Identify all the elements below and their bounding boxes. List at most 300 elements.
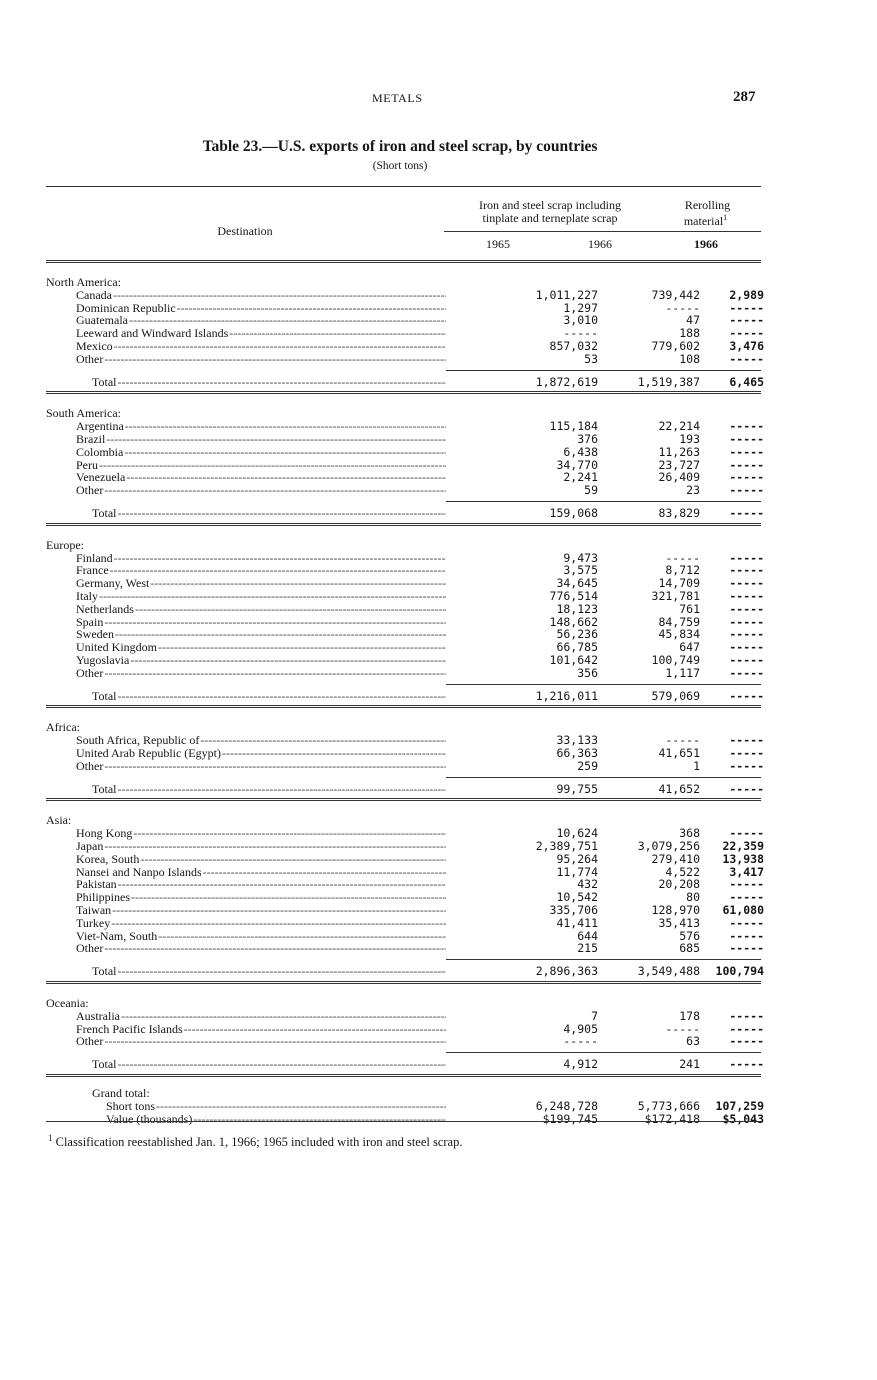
table-row <box>46 589 764 603</box>
value-rerolling-1966: ----- <box>729 419 764 434</box>
row-label-text: Other <box>76 1035 104 1049</box>
value-rerolling-1966: ----- <box>729 351 764 366</box>
leader-dots <box>118 878 446 891</box>
value-rerolling-1966: ----- <box>729 576 764 591</box>
leader-dots <box>121 1010 446 1023</box>
value-rerolling-1966: ----- <box>729 746 764 760</box>
total-row <box>46 374 764 389</box>
row-label-text: France <box>76 564 109 578</box>
value-rerolling-1966: ----- <box>729 1057 764 1072</box>
table-subtitle: (Short tons) <box>372 160 428 172</box>
value-1966: 22,214 <box>658 419 700 434</box>
table-row <box>46 653 764 667</box>
table-row <box>46 313 764 328</box>
subtotal-rule <box>446 501 761 502</box>
value-1965: 776,514 <box>549 589 598 603</box>
leader-dots <box>113 289 446 302</box>
value-1966: 41,652 <box>658 781 700 796</box>
value-rerolling-1966: 100,794 <box>715 964 764 979</box>
value-1966: 739,442 <box>651 287 700 302</box>
row-label <box>76 471 446 484</box>
table-row <box>46 1111 764 1126</box>
table-row <box>46 444 764 459</box>
table-row <box>46 665 764 680</box>
value-1966: 241 <box>679 1057 700 1072</box>
leader-dots <box>133 827 446 840</box>
row-label <box>76 734 446 747</box>
table-row <box>46 1008 764 1023</box>
row-label <box>92 376 446 389</box>
row-label <box>76 891 446 904</box>
value-rerolling-1966: 6,465 <box>729 374 764 389</box>
leader-dots <box>156 1100 446 1113</box>
leader-dots <box>222 747 446 760</box>
row-label <box>76 628 446 641</box>
row-label <box>76 840 446 853</box>
row-label <box>92 507 446 520</box>
row-label-text: Brazil <box>76 433 106 446</box>
value-1966: $172,418 <box>644 1111 700 1126</box>
year-1966-header: 1966 <box>588 237 612 251</box>
value-1966: 63 <box>686 1034 700 1049</box>
region-row <box>46 407 761 420</box>
value-1966: 685 <box>679 941 700 956</box>
value-rerolling-1966: ----- <box>729 1021 764 1036</box>
row-label-text: Hong Kong <box>76 827 133 841</box>
leader-dots <box>118 1058 447 1071</box>
row-label-text: Korea, South <box>76 852 140 866</box>
value-rerolling-1966: ----- <box>729 781 764 796</box>
row-label <box>46 721 446 734</box>
year-1966-rerolling-header: 1966 <box>694 237 718 251</box>
row-label-text: Total <box>92 965 117 979</box>
row-label-text: Europe: <box>46 538 84 552</box>
table-row <box>46 627 764 642</box>
table-title: Table 23.—U.S. exports of iron and steel scrap, by countries <box>202 138 598 155</box>
value-1965: 115,184 <box>549 419 598 434</box>
value-1966: 1 <box>693 758 700 773</box>
value-1966: 761 <box>679 601 700 616</box>
value-1966: 1,519,387 <box>637 374 700 389</box>
row-label <box>76 641 446 654</box>
row-label <box>76 577 446 590</box>
row-label <box>76 1010 446 1023</box>
leader-dots <box>110 564 446 577</box>
row-label <box>76 942 446 955</box>
row-label-text: Total <box>92 375 117 389</box>
value-rerolling-1966: ----- <box>729 665 764 680</box>
destination-header: Destination <box>217 224 273 238</box>
value-rerolling-1966: ----- <box>729 758 764 773</box>
value-1966: 178 <box>679 1008 700 1023</box>
row-label <box>46 407 446 420</box>
row-label <box>92 1087 446 1100</box>
table-row <box>46 1034 764 1049</box>
value-1966: 26,409 <box>658 470 700 485</box>
table-row <box>46 563 764 578</box>
row-label-text: Guatemala <box>76 314 128 328</box>
leader-dots <box>114 552 446 565</box>
value-1966: 14,709 <box>658 576 700 591</box>
value-rerolling-1966: ----- <box>729 640 764 655</box>
value-rerolling-1966: 107,259 <box>715 1098 764 1113</box>
value-1965: 148,662 <box>549 614 598 629</box>
value-1965: 2,896,363 <box>535 964 598 979</box>
value-1965: 95,264 <box>556 851 598 866</box>
table-row <box>46 470 764 485</box>
value-rerolling-1966: 3,476 <box>729 339 764 353</box>
value-1966: 41,651 <box>658 746 700 760</box>
leader-dots <box>114 340 446 353</box>
region-row <box>46 814 761 827</box>
row-label-text: Other <box>76 666 104 680</box>
row-label <box>92 690 446 703</box>
value-1966: 45,834 <box>658 627 700 642</box>
leader-dots <box>104 840 446 853</box>
total-row <box>46 781 764 796</box>
leader-dots <box>131 891 446 904</box>
value-1965: 376 <box>577 432 598 446</box>
footnote-mark: 1 <box>48 1133 53 1143</box>
year-1965-header: 1965 <box>486 237 510 251</box>
value-1966: 368 <box>679 826 700 841</box>
rerolling-header-line2: material$^1$ <box>683 213 728 228</box>
leader-dots <box>104 942 446 955</box>
row-label <box>92 783 446 796</box>
row-label <box>106 1100 446 1113</box>
value-1965: 215 <box>577 941 598 956</box>
value-1965: 3,575 <box>563 563 598 578</box>
row-label-text: Total <box>92 1058 117 1072</box>
row-label-text: North America: <box>46 276 121 289</box>
value-rerolling-1966: 22,359 <box>722 839 764 853</box>
footnote <box>48 1133 462 1150</box>
row-label-text: Asia: <box>46 814 72 828</box>
value-1965: 33,133 <box>556 733 598 748</box>
row-label <box>76 760 446 773</box>
leader-dots <box>200 734 446 747</box>
total-row <box>46 506 764 520</box>
value-1965: 66,363 <box>556 746 598 760</box>
leader-dots <box>130 654 446 667</box>
leader-dots <box>118 690 447 703</box>
value-1966: ----- <box>665 300 700 315</box>
leader-dots <box>99 590 446 603</box>
value-rerolling-1966: ----- <box>729 614 764 629</box>
value-1965: 159,068 <box>549 506 598 520</box>
leader-dots <box>125 420 446 433</box>
value-1966: 4,522 <box>665 864 700 879</box>
value-1965: 18,123 <box>556 601 598 616</box>
leader-dots <box>104 484 446 497</box>
row-label-text: Leeward and Windward Islands <box>76 327 229 341</box>
value-1965: 4,905 <box>563 1021 598 1036</box>
row-label <box>76 917 446 930</box>
value-1965: 41,411 <box>556 915 598 930</box>
row-label <box>76 930 446 943</box>
value-1965: 6,248,728 <box>535 1098 598 1113</box>
table-row <box>46 614 764 629</box>
value-1965: 644 <box>577 928 598 943</box>
leader-dots <box>104 667 446 680</box>
table-row <box>46 1098 764 1113</box>
value-1966: 100,749 <box>651 653 700 667</box>
total-row <box>46 688 764 703</box>
row-label <box>76 654 446 667</box>
table-row <box>46 300 764 315</box>
row-label <box>76 866 446 879</box>
value-1966: 279,410 <box>651 851 700 866</box>
value-1966: 3,549,488 <box>637 964 700 979</box>
row-label-text: Total <box>92 507 117 520</box>
row-label <box>92 1058 446 1071</box>
row-label <box>76 590 446 603</box>
leader-dots <box>203 866 446 879</box>
row-label-text: Italy <box>76 590 98 603</box>
value-1966: 84,759 <box>658 614 700 629</box>
value-1965: ----- <box>563 1034 598 1049</box>
value-rerolling-1966: ----- <box>729 313 764 328</box>
value-1965: 10,624 <box>556 826 598 841</box>
total-double-rule <box>46 705 761 708</box>
row-label <box>76 667 446 680</box>
subtotal-rule <box>446 777 761 778</box>
row-label-text: Total <box>92 689 117 703</box>
row-label-text: Pakistan <box>76 878 117 892</box>
value-rerolling-1966: ----- <box>729 653 764 667</box>
row-label-text: Turkey <box>76 916 111 930</box>
value-1965: 2,241 <box>563 470 598 485</box>
value-1965: 9,473 <box>563 550 598 565</box>
value-1966: 83,829 <box>658 506 700 520</box>
row-label-text: Sweden <box>76 628 114 642</box>
value-rerolling-1966: ----- <box>729 1034 764 1049</box>
value-rerolling-1966: ----- <box>729 506 764 520</box>
table-row <box>46 941 764 956</box>
value-1965: 101,642 <box>549 653 598 667</box>
value-1965: 1,216,011 <box>535 688 598 703</box>
row-label-text: Venezuela <box>76 471 126 485</box>
section-name: METALS <box>372 91 423 105</box>
value-1965: 34,770 <box>556 457 598 472</box>
value-1966: 576 <box>679 928 700 943</box>
value-1966: 23 <box>686 483 700 498</box>
subtotal-rule <box>446 684 761 685</box>
value-1966: 20,208 <box>658 877 700 892</box>
row-label-text: Peru <box>76 458 98 472</box>
row-label-text: Spain <box>76 615 104 629</box>
value-rerolling-1966: ----- <box>729 941 764 956</box>
row-label-text: Other <box>76 942 104 956</box>
table-row <box>46 864 764 879</box>
value-rerolling-1966: ----- <box>729 877 764 892</box>
row-label-text: South Africa, Republic of <box>76 734 200 748</box>
row-label-text: Nansei and Nanpo Islands <box>76 865 202 879</box>
value-1966: 1,117 <box>665 665 700 680</box>
row-label-text: Canada <box>76 288 112 302</box>
value-1965: 1,872,619 <box>535 374 598 389</box>
total-double-rule <box>46 1074 761 1077</box>
page-number: 287 <box>733 89 756 105</box>
leader-dots <box>158 930 446 943</box>
value-1966: 8,712 <box>665 563 700 578</box>
row-label <box>76 1035 446 1048</box>
value-1965: ----- <box>563 326 598 341</box>
value-1965: 259 <box>577 758 598 773</box>
row-label <box>106 1113 446 1126</box>
table-row <box>46 928 764 943</box>
leader-dots <box>104 1035 446 1048</box>
row-label <box>76 616 446 629</box>
value-1966: 779,602 <box>651 339 700 353</box>
value-1966: 47 <box>686 313 700 328</box>
row-label-text: Germany, West <box>76 577 150 591</box>
row-label <box>76 433 446 446</box>
row-label <box>76 904 446 917</box>
value-rerolling-1966: 2,989 <box>729 287 764 302</box>
row-label-text: Other <box>76 352 104 366</box>
value-rerolling-1966: ----- <box>729 1008 764 1023</box>
value-rerolling-1966: ----- <box>729 444 764 459</box>
value-rerolling-1966: ----- <box>729 550 764 565</box>
row-label-text: Total <box>92 782 117 796</box>
leader-dots <box>104 760 446 773</box>
table-row <box>46 550 764 565</box>
value-1965: 356 <box>577 665 598 680</box>
total-double-rule <box>46 523 761 526</box>
leader-dots <box>118 507 447 520</box>
value-1965: 335,706 <box>549 903 598 917</box>
value-1966: 3,079,256 <box>637 839 700 853</box>
rerolling-header-line1: Rerolling <box>684 198 731 212</box>
row-label <box>76 484 446 497</box>
value-1965: 3,010 <box>563 313 598 328</box>
value-rerolling-1966: ----- <box>729 627 764 642</box>
value-1965: 4,912 <box>563 1057 598 1072</box>
row-label <box>92 965 446 978</box>
value-1966: 108 <box>679 351 700 366</box>
value-1966: ----- <box>665 550 700 565</box>
value-rerolling-1966: ----- <box>729 483 764 498</box>
row-label-text: Other <box>76 759 104 773</box>
subtotal-rule <box>446 370 761 371</box>
value-1966: 579,069 <box>651 688 700 703</box>
value-1965: 7 <box>591 1008 598 1023</box>
footnote-text: Classification reestablished Jan. 1, 1966; 1965 included with iron and steel scrap. <box>55 1135 463 1150</box>
value-rerolling-1966: ----- <box>729 563 764 578</box>
value-rerolling-1966: ----- <box>729 457 764 472</box>
subtotal-rule <box>446 959 761 960</box>
value-rerolling-1966: ----- <box>729 601 764 616</box>
value-1965: $199,745 <box>542 1111 598 1126</box>
row-label <box>76 564 446 577</box>
table-row <box>46 1021 764 1036</box>
total-double-rule <box>46 981 761 984</box>
row-label <box>76 340 446 353</box>
table-row <box>46 758 764 773</box>
row-label-text: Yugoslavia <box>76 654 130 667</box>
value-1965: 53 <box>584 351 598 366</box>
leader-dots <box>118 965 447 978</box>
value-1966: 321,781 <box>651 589 700 603</box>
row-label-text: United Kingdom <box>76 641 157 655</box>
value-1966: 11,263 <box>658 444 700 459</box>
leader-dots <box>112 904 446 917</box>
row-label-text: Value (thousands) <box>106 1112 193 1126</box>
row-label-text: Mexico <box>76 340 113 353</box>
value-1965: 56,236 <box>556 627 598 642</box>
leader-dots <box>135 603 446 616</box>
total-row <box>46 1057 764 1072</box>
leader-dots <box>184 1023 446 1036</box>
leader-dots <box>115 628 446 641</box>
value-rerolling-1966: ----- <box>729 688 764 703</box>
table-row <box>46 483 764 498</box>
value-rerolling-1966: ----- <box>729 432 764 446</box>
region-row <box>46 539 761 552</box>
row-label-text: Japan <box>76 840 104 853</box>
table-row <box>46 877 764 892</box>
value-rerolling-1966: ----- <box>729 300 764 315</box>
row-label <box>76 420 446 433</box>
value-1965: 2,389,751 <box>535 839 598 853</box>
value-rerolling-1966: ----- <box>729 733 764 748</box>
row-label <box>46 997 446 1010</box>
row-label <box>76 603 446 616</box>
region-row <box>46 721 761 734</box>
table-row <box>46 601 764 616</box>
value-rerolling-1966: ----- <box>729 326 764 341</box>
row-label <box>76 552 446 565</box>
row-label <box>76 446 446 459</box>
value-rerolling-1966: ----- <box>729 470 764 485</box>
row-label <box>46 814 446 827</box>
value-1965: 11,774 <box>556 864 598 879</box>
value-rerolling-1966: 13,938 <box>722 851 764 866</box>
row-label-text: Finland <box>76 551 113 565</box>
row-label <box>76 289 446 302</box>
row-label-text: Dominican Republic <box>76 301 176 315</box>
value-rerolling-1966: ----- <box>729 915 764 930</box>
leader-dots <box>104 353 446 366</box>
value-1966: 80 <box>686 890 700 905</box>
leader-dots <box>111 917 446 930</box>
row-label-text: Viet-Nam, South <box>76 929 158 943</box>
leader-dots <box>129 314 446 327</box>
value-1965: 10,542 <box>556 890 598 905</box>
leader-dots <box>118 376 447 389</box>
table-row <box>46 351 764 366</box>
row-label <box>46 539 446 552</box>
row-label <box>76 747 446 760</box>
leader-dots <box>126 471 446 484</box>
value-1966: 35,413 <box>658 915 700 930</box>
row-label-text: Netherlands <box>76 602 134 616</box>
row-label-text: South America: <box>46 407 121 421</box>
table-row <box>46 746 764 760</box>
value-1966: ----- <box>665 733 700 748</box>
table-row <box>46 851 764 866</box>
leader-dots <box>140 853 446 866</box>
value-rerolling-1966: 3,417 <box>729 864 764 879</box>
value-1966: 188 <box>679 326 700 341</box>
value-1965: 66,785 <box>556 640 598 655</box>
table-row <box>46 457 764 472</box>
row-label-text: Oceania: <box>46 997 89 1010</box>
row-label-text: Argentina <box>76 420 124 434</box>
leader-dots <box>158 641 446 654</box>
subtotal-rule <box>446 1052 761 1053</box>
